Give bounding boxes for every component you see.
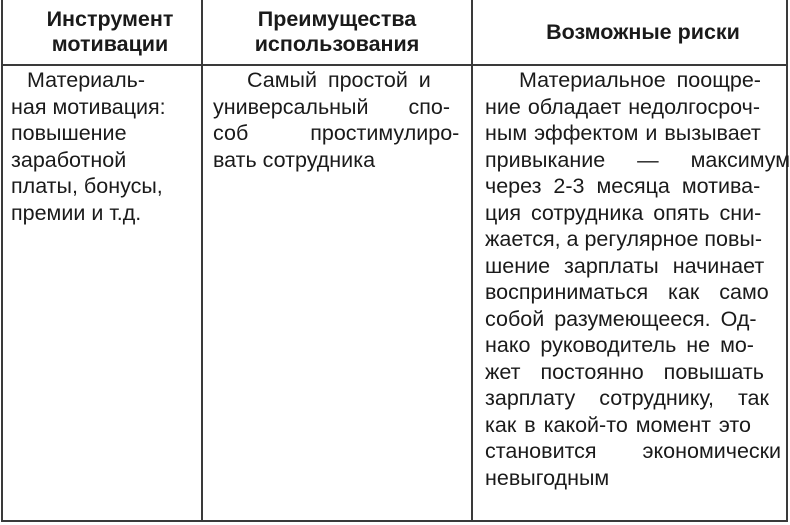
cell-risks-line: собой разумеющееся. Од- (485, 306, 757, 331)
cell-risks-line: зарплату сотруднику, так (485, 386, 769, 410)
column-divider-1 (201, 0, 203, 520)
cell-advantages-line: универсальный спо- (213, 94, 451, 119)
header-tool-line: Инструмент (46, 7, 174, 31)
header-advantages (203, 0, 471, 64)
cell-tool-line: заработной (11, 147, 127, 172)
cell-risks-line: шение зарплаты начинает (485, 253, 765, 278)
cell-risks-line: жается, а регулярное повы- (485, 227, 763, 251)
cell-risks-line: восприниматься как само (485, 280, 769, 304)
cell-risks-line: жет постоянно повышать (485, 359, 764, 384)
cell-risks-line: ние обладает недолгосроч- (485, 94, 761, 119)
cell-risks-line: ным эффектом и вызывает (485, 121, 761, 145)
cell-tool-line: ная мотивация: (11, 94, 166, 119)
header-tool-line: мотивации (51, 32, 169, 56)
header-divider (3, 64, 786, 66)
cell-risks-line: Материальное поощре- (519, 68, 761, 92)
cell-risks-line: как в какой-то момент это (485, 412, 751, 437)
column-divider-2 (471, 0, 473, 520)
cell-advantages-line: вать сотрудника (213, 147, 376, 172)
cell-advantages-line: соб простимулиро- (213, 121, 460, 145)
cell-tool-line: повышение (11, 121, 127, 145)
cell-advantages-line: Самый простой и (247, 68, 431, 92)
cell-risks-line: привыкание — максимум (485, 147, 790, 172)
cell-risks-line: становится экономически (485, 439, 782, 463)
header-tool (19, 0, 201, 64)
motivation-table (1, 0, 788, 522)
cell-tool-line: платы, бонусы, (11, 174, 163, 198)
cell-tool-line: Материаль- (27, 68, 146, 92)
cell-advantages (213, 67, 465, 173)
header-advantages-line: использования (254, 32, 420, 56)
cell-tool-line: премии и т.д. (11, 200, 142, 225)
cell-risks-line: невыгодным (485, 465, 610, 490)
cell-risks (485, 67, 790, 491)
cell-tool (11, 67, 197, 226)
cell-risks-line: ция сотрудника опять сни- (485, 200, 762, 225)
header-advantages-line: Преимущества (257, 7, 417, 31)
cell-risks-line: через 2-3 месяца мотива- (485, 174, 761, 198)
cell-risks-line: нако руководитель не мо- (485, 333, 754, 357)
header-risks (503, 0, 783, 64)
header-risks-line: Возможные риски (546, 19, 740, 44)
